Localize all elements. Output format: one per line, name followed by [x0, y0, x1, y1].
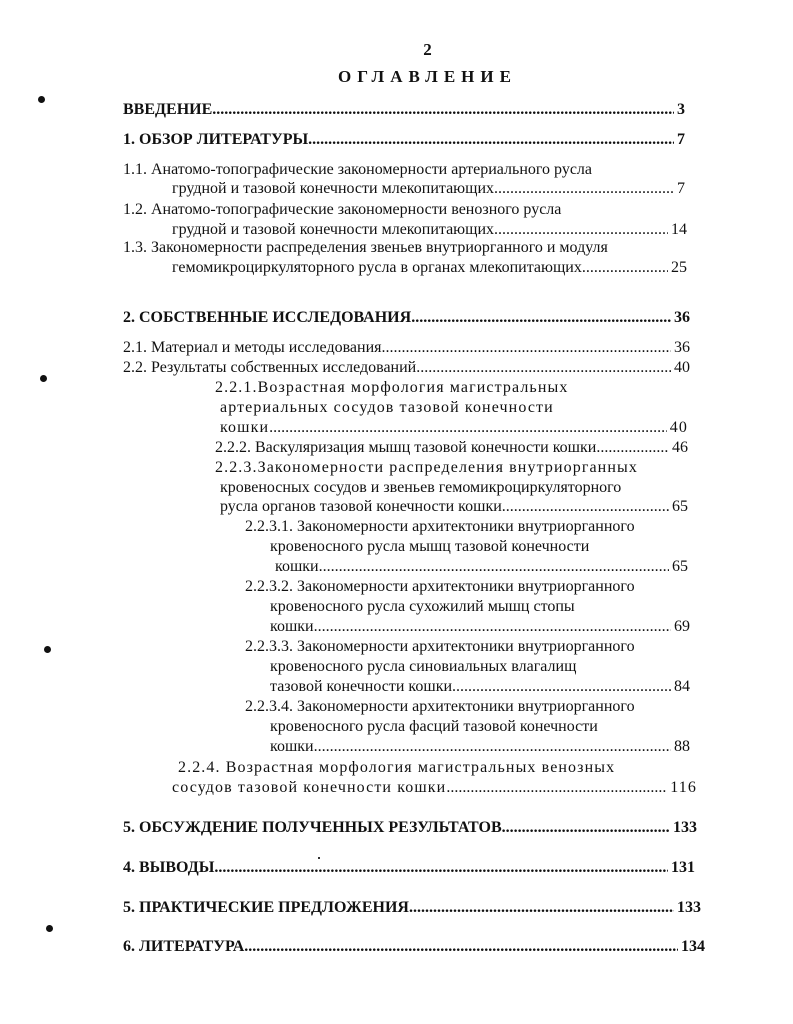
dot-leader	[319, 557, 669, 577]
dot-leader	[269, 418, 667, 438]
toc-page-number: 65	[672, 498, 688, 515]
dot-leader	[446, 778, 667, 798]
toc-entry-label: 2.1. Материал и методы исследования	[123, 339, 382, 356]
margin-dot-mark	[40, 375, 47, 382]
dot-leader	[494, 179, 674, 199]
toc-entry-intro[interactable]	[123, 100, 685, 120]
toc-page-number: 133	[673, 819, 697, 836]
toc-entry-1-2-line2[interactable]	[172, 220, 687, 240]
toc-entry-literature-review[interactable]	[123, 130, 685, 150]
toc-entry-label: 5. ОБСУЖДЕНИЕ ПОЛУЧЕННЫХ РЕЗУЛЬТАТОВ	[123, 819, 502, 836]
toc-entry-2-2-3-1-line2[interactable]: кровеносного русла мышц тазовой конечности	[270, 538, 590, 555]
toc-entry-2-2-4-line2[interactable]	[172, 778, 697, 798]
margin-dot-mark	[44, 646, 51, 653]
page-number: 2	[423, 40, 432, 59]
toc-page-number: 40	[674, 359, 690, 376]
toc-page-number: 36	[674, 309, 690, 326]
toc-entry-2-2-3-4-line1[interactable]: 2.2.3.4. Закономерности архитектоники внутриорганного	[245, 698, 635, 715]
toc-entry-label: ВВЕДЕНИЕ	[123, 101, 213, 118]
toc-page-number: 134	[681, 938, 705, 955]
toc-entry-label: русла органов тазовой конечности кошки	[220, 498, 502, 515]
dot-leader	[212, 100, 674, 120]
dot-leader	[596, 438, 669, 458]
dot-leader	[494, 220, 668, 240]
toc-entry-2-2-1-line2[interactable]: артериальных сосудов тазовой конечности	[220, 399, 554, 416]
toc-entry-label: сосудов тазовой конечности кошки	[172, 779, 447, 796]
toc-entry-label: кошки	[270, 618, 314, 635]
toc-entry-label: 5. ПРАКТИЧЕСКИЕ ПРЕДЛОЖЕНИЯ	[123, 899, 409, 916]
toc-entry-2-2-3-2-line1[interactable]: 2.2.3.2. Закономерности архитектоники внутриорганного	[245, 578, 635, 595]
toc-entry-label: 2. СОБСТВЕННЫЕ ИССЛЕДОВАНИЯ	[123, 309, 412, 326]
page-title: ОГЛАВЛЕНИЕ	[338, 67, 517, 86]
toc-entry-2-2-1-line1[interactable]: 2.2.1.Возрастная морфология магистральных	[215, 379, 569, 396]
toc-page-number: 36	[674, 339, 690, 356]
dot-leader	[452, 677, 671, 697]
toc-entry-label: 1. ОБЗОР ЛИТЕРАТУРЫ	[123, 131, 309, 148]
dot-leader	[502, 497, 669, 517]
toc-entry-label: 6. ЛИТЕРАТУРА	[123, 938, 245, 955]
toc-entry-2-2-3-3-line1[interactable]: 2.2.3.3. Закономерности архитектоники внутриорганного	[245, 638, 635, 655]
toc-entry-2-2-3-line3[interactable]	[220, 497, 688, 517]
toc-entry-label: 2.2. Результаты собственных исследований	[123, 359, 417, 376]
toc-entry-2-2-3-2-line2[interactable]: кровеносного русла сухожилий мышц стопы	[270, 598, 575, 615]
dot-leader	[314, 737, 671, 757]
toc-entry-1-1-line2[interactable]	[172, 179, 685, 199]
dot-leader	[409, 898, 674, 918]
toc-entry-2-2-4-line1[interactable]: 2.2.4. Возрастная морфология магистральных венозных	[178, 759, 616, 776]
toc-entry-own-research[interactable]	[123, 308, 690, 328]
margin-dot-mark	[46, 925, 53, 932]
dot-leader	[502, 818, 670, 838]
toc-entry-2-2-1-line3[interactable]	[220, 418, 688, 438]
toc-page-number: 14	[671, 221, 687, 238]
dot-leader	[582, 258, 668, 278]
margin-dot-mark	[38, 96, 45, 103]
toc-entry-label: кошки	[275, 558, 319, 575]
toc-page-number: 88	[674, 738, 690, 755]
dot-leader	[214, 858, 668, 878]
toc-page-number: 46	[672, 439, 688, 456]
toc-page-number: 3	[677, 101, 685, 118]
dot-leader	[244, 937, 678, 957]
dot-leader	[411, 308, 671, 328]
toc-entry-1-3-line2[interactable]	[172, 258, 687, 278]
toc-page-number: 40	[669, 419, 688, 436]
toc-entry-conclusions[interactable]	[123, 858, 695, 878]
toc-page-number: 7	[677, 131, 685, 148]
toc-entry-2-1[interactable]	[123, 338, 690, 358]
toc-entry-label: грудной и тазовой конечности млекопитающих	[172, 180, 495, 197]
toc-entry-2-2-3-3-line2[interactable]: кровеносного русла синовиальных влагалищ	[270, 658, 577, 675]
dot-leader	[308, 130, 674, 150]
toc-page-number: 116	[670, 779, 697, 796]
toc-entry-label: 4. ВЫВОДЫ	[123, 859, 215, 876]
toc-page-number: 25	[671, 259, 687, 276]
toc-entry-2-2-3-2-line3[interactable]	[270, 617, 690, 637]
dot-leader	[314, 617, 671, 637]
toc-entry-2-2-3-1-line3[interactable]	[275, 557, 688, 577]
toc-entry-2-2-3-4-line3[interactable]	[270, 737, 690, 757]
toc-page-number: 69	[674, 618, 690, 635]
toc-entry-label: гемомикроциркуляторного русла в органах млекопитающих	[172, 259, 582, 276]
toc-entry-label: грудной и тазовой конечности млекопитающих	[172, 221, 495, 238]
dot-leader	[382, 338, 671, 358]
toc-page-number: 7	[677, 180, 685, 197]
toc-entry-practical-proposals[interactable]	[123, 898, 701, 918]
toc-entry-2-2-3-1-line1[interactable]: 2.2.3.1. Закономерности архитектоники внутриорганного	[245, 518, 635, 535]
toc-entry-1-1-line1[interactable]: 1.1. Анатомо-топографические закономерности артериального русла	[123, 161, 593, 178]
toc-entry-2-2-3-3-line3[interactable]	[270, 677, 690, 697]
toc-entry-2-2-2[interactable]	[215, 438, 688, 458]
toc-page-number: 65	[672, 558, 688, 575]
toc-page-number: 84	[674, 678, 690, 695]
toc-entry-2-2-3-4-line2[interactable]: кровеносного русла фасций тазовой конечности	[270, 718, 598, 735]
toc-entry-1-2-line1[interactable]: 1.2. Анатомо-топографические закономерности венозного русла	[123, 201, 562, 218]
toc-entry-label: тазовой конечности кошки	[270, 678, 453, 695]
toc-entry-label: 2.2.2. Васкуляризация мышц тазовой конечности кошки	[215, 439, 597, 456]
dot-leader	[416, 358, 671, 378]
toc-page-number: 133	[677, 899, 701, 916]
toc-page-number: 131	[671, 859, 695, 876]
toc-entry-discussion[interactable]	[123, 818, 697, 838]
toc-entry-label: кошки	[270, 738, 314, 755]
toc-entry-references[interactable]	[123, 937, 705, 957]
toc-entry-2-2[interactable]	[123, 358, 690, 378]
toc-entry-1-3-line1[interactable]: 1.3. Закономерности распределения звеньев внутриорганного и модуля	[123, 239, 608, 256]
toc-entry-2-2-3-line1[interactable]: 2.2.3.Закономерности распределения внутриорганных	[215, 459, 638, 476]
toc-entry-label: кошки	[220, 419, 270, 436]
toc-entry-2-2-3-line2[interactable]: кровеносных сосудов и звеньев гемомикроциркуляторного	[220, 479, 622, 496]
